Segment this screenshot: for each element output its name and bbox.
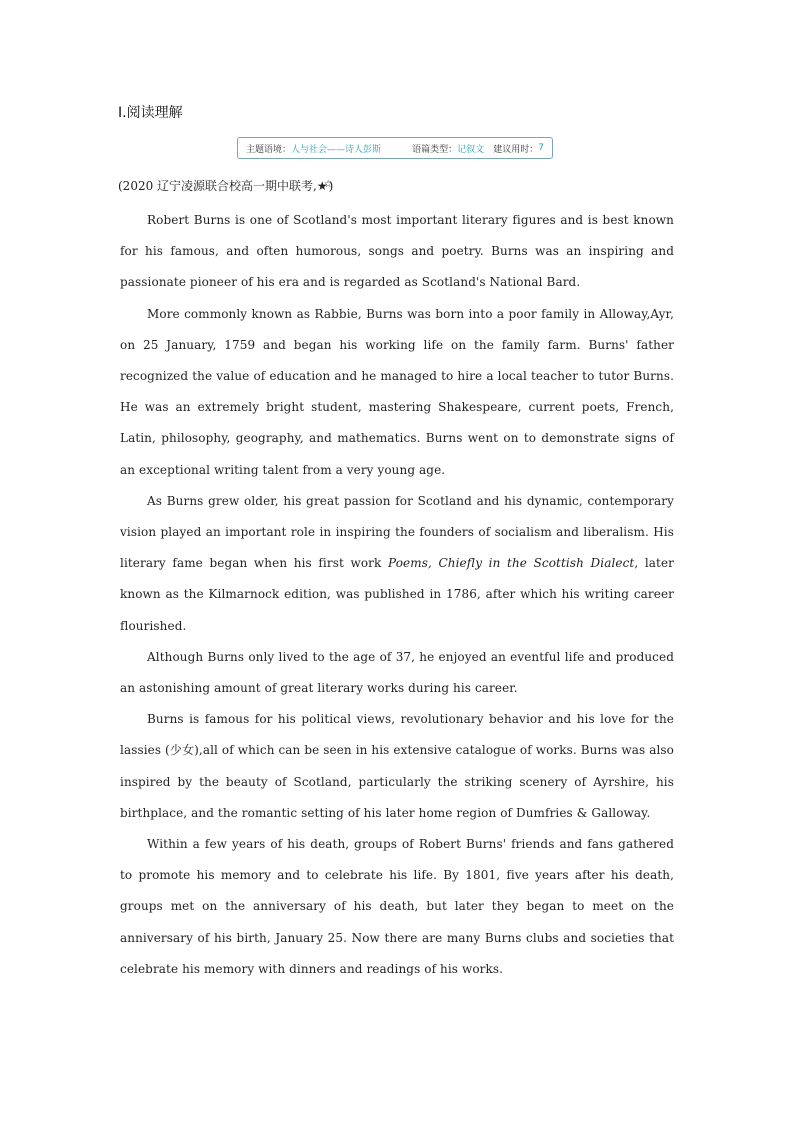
paragraph-1: Robert Burns is one of Scotland's most important literary figures and is best known for his famous, and often humorous, songs and poetry. Burns was an inspiring and passionate pioneer of his era and is regarded as Scotland's National Bard. — [120, 213, 674, 290]
paragraph-3-before: As Burns grew older, his great passion for Scotland and his dynamic, contemporary vision played an important role in inspiring the founders of socialism and liberalism. His literary fame began when his first work — [120, 493, 674, 571]
question-source — [118, 177, 333, 194]
genre-value: 记叙文 — [457, 144, 485, 155]
work-title: Poems, Chiefly in the Scottish Dialect — [388, 556, 635, 571]
reading-passage — [120, 205, 674, 985]
topic-info-box — [237, 137, 553, 159]
source-close: ) — [328, 179, 334, 193]
paragraph-3 — [120, 486, 674, 642]
paragraph-3-after: , later known as the Kilmarnock edition, was published in 1786, after which his writing career flourished. — [120, 556, 674, 633]
paragraph-4: Although Burns only lived to the age of 37, he enjoyed an eventful life and produced an astonishing amount of great literary works during his career. — [120, 649, 674, 696]
time-value: 7 — [538, 143, 544, 153]
paragraph-5: Burns is famous for his political views, revolutionary behavior and his love for the lassies (少女),all of which can be seen in his extensive catalogue of works. Burns was also inspired by the beauty of Scotland, particularly the striking scenery of Ayrshire, his birthplace, and the romantic setting of his later home region of Dumfries & Galloway. — [120, 712, 674, 820]
time-label: 建议用时： — [493, 144, 539, 155]
genre-label: 语篇类型： — [412, 144, 458, 155]
topic-label: 主题语境： — [246, 144, 292, 155]
source-text: (2020 辽宁凌源联合校高一期中联考, — [118, 179, 317, 193]
section-title: Ⅰ.阅读理解 — [118, 105, 183, 121]
topic-value: 人与社会——诗人彭斯 — [291, 144, 382, 155]
paragraph-2: More commonly known as Rabbie, Burns was born into a poor family in Alloway,Ayr, on 25 January, 1759 and began his working life on the family farm. Burns' father recognized the value of education and he managed to hire a local teacher to tutor Burns. He was an extremely bright student, mastering Shakespeare, current poets, French, Latin, philosophy, geography, and mathematics. Burns went on to demonstrate signs of an exceptional writing talent from a very young age. — [120, 306, 674, 477]
paragraph-6: Within a few years of his death, groups of Robert Burns' friends and fans gathered to promote his memory and to celebrate his life. By 1801, five years after his death, groups met on the anniversary of his death, but later they began to meet on the anniversary of his birth, January 25. Now there are many Burns clubs and societies that celebrate his memory with dinners and readings of his works. — [120, 837, 674, 976]
difficulty-star-icon: ★☆ — [316, 179, 329, 193]
